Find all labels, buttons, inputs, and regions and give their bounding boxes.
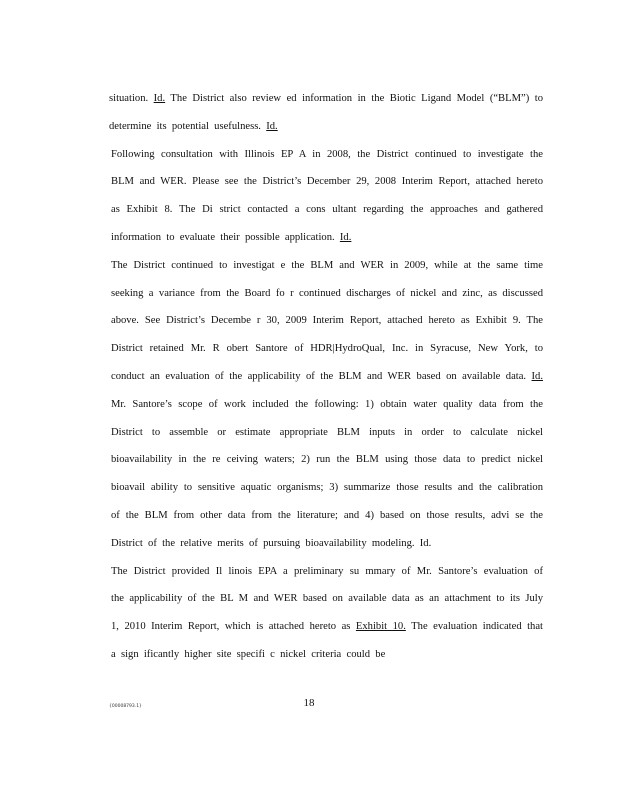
underlined-citation: Id. — [339, 231, 352, 243]
paragraph — [109, 558, 543, 669]
footer-document-code: {00008793.1} — [109, 704, 142, 709]
text-run: situation. — [109, 93, 154, 104]
page-number: 18 — [303, 697, 315, 709]
text-run: The District continued to investigat e the BLM and WER in 2009, while at the same time seeking a variance from the Board fo r continued discharges of nickel and zinc, as discussed above. See District’s Decembe r 30, 2009 Interim Report, attached hereto as Exhibit 9. The District retained Mr. R obert Santore of HDR|HydroQual, Inc. in Syracuse, New York, to conduct an evaluation of the applicability of the BLM and WER based on available data. — [111, 259, 543, 382]
text-run: Mr. Santore’s scope of work included the following: 1) obtain water quality data from the District to assemble or estimate appropriate BLM inputs in order to calculate nickel bioavailability in the re ceiving waters; 2) run the BLM using those data to predict nickel bioavail ability to sensitive aquatic organisms; 3) summarize those results and the calibration of the BLM from other data from the literature; and 4) based on those results, advi se the District of the relative merits of pursuing bioavailability modeling. Id. — [111, 398, 543, 549]
document-body — [109, 85, 543, 669]
paragraph — [109, 141, 543, 252]
text-run: Following consultation with Illinois EP A in 2008, the District continued to investigate the BLM and WER. Please see the District’s December 29, 2008 Interim Report, attached hereto as Exhibit 8. The Di strict contacted a cons ultant regarding the approaches and gathered information to evaluate their possible application. — [111, 148, 543, 243]
text-run: The evaluation indicated that a sign ificantly higher site specifi c nickel criteria could be — [111, 621, 544, 660]
underlined-citation: Id. — [153, 93, 166, 104]
underlined-citation: Id. — [266, 120, 278, 132]
paragraph — [109, 252, 543, 558]
text-run: The District also review ed information in the Biotic Ligand Model (“BLM”) to determine its potential usefulness. — [109, 93, 543, 132]
underlined-citation: Id. — [531, 370, 543, 382]
text-run: The District provided Il linois EPA a preliminary su mmary of Mr. Santore’s evaluation of the applicability of the BL M and WER based on available data as an attachment to its July 1, 2010 Interim Report, which is attached hereto as — [111, 565, 543, 633]
paragraph — [109, 85, 543, 141]
underlined-citation: Exhibit 10. — [355, 621, 406, 633]
